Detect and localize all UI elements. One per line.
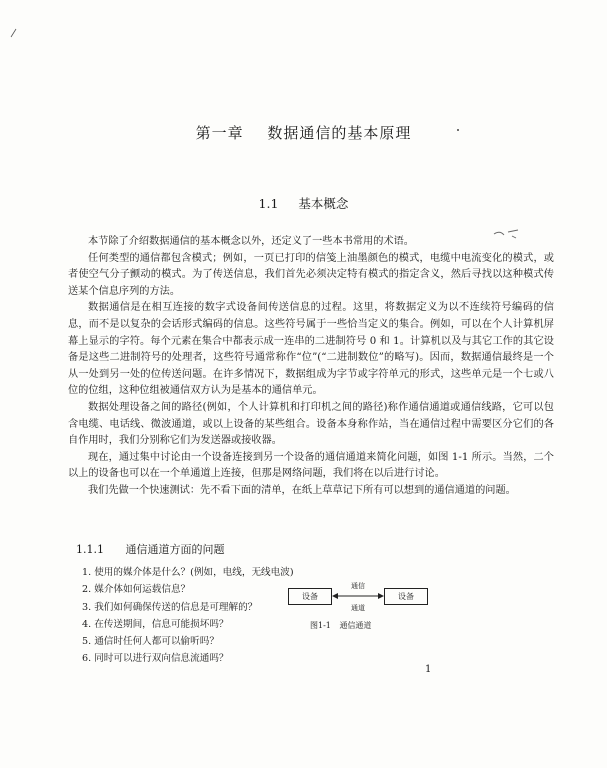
list-item: 1. 使用的媒介体是什么？(例如，电线，无线电波) xyxy=(82,567,294,578)
list-item: 4. 在传送期间，信息可能损坏吗？ xyxy=(82,618,229,630)
chapter-number: 第一章 xyxy=(195,124,244,142)
paragraph: 任何类型的通信都包含模式；例如，一页已打印的信笺上油墨颜色的模式，电缆中电流变化的模式，或者使空气分子颤动的模式。为了传送信息，我们首先必须决定特有模式的指定含义，然后寻找以这种模式传送某个信息序列的方法。 xyxy=(68,252,554,297)
figure-caption-text: 通信通道 xyxy=(339,621,372,630)
list-item: 2. 媒介体如何运载信息？ xyxy=(82,584,191,596)
device-box-left: 设备 xyxy=(288,588,332,605)
section-title xyxy=(0,194,607,212)
subsection-title-text: 通信通道方面的问题 xyxy=(125,543,225,556)
device-box-right: 设备 xyxy=(384,588,428,605)
paragraph: 现在，通过集中讨论由一个设备连接到另一个设备的通信通道来简化问题，如图 1-1 所示。当然，二个以上的设备也可以在一个单通道上连接，但那是网络问题，我们将在以后进行讨论。 xyxy=(68,451,554,480)
double-arrow-icon xyxy=(332,592,384,600)
list-item: 5. 通信时任何人都可以偷听吗？ xyxy=(82,636,219,648)
figure-caption-number: 图1-1 xyxy=(310,621,331,630)
paragraph: 数据处理设备之间的路径(例如，个人计算机和打印机之间的路径)称作通信通道或通信线路，它可以包含电缆、电话线、微波通道，或以上设备的某些组合。设备本身称作站，当在通信过程中需要区分它们的各自作用时，我们分别称它们为发送器或接收器。 xyxy=(68,401,554,447)
figure-1-1 xyxy=(288,578,438,638)
section-title-text: 基本概念 xyxy=(298,196,349,211)
subsection-title xyxy=(76,541,225,557)
paragraph: 数据通信是在相互连接的数字式设备间传送信息的过程。这里，将数据定义为以不连续符号编码的信息，而不是以复杂的会话形式编码的信息。这些符号属于一些恰当定义的集合。例如，可以在个人计算机屏幕上显示的字符。每个元素在集合中都表示成一连串的二进制符号 0 和 1。计算机以及与其它工作的其它设备是这些二进制符号的处理者，这些符号通常称作“位”(“二进制数位”的略写)。因而，数据通信最终是一个从一处到另一处的位传送问题。在许多情况下，数据组成为字节或字符单元的形式，这些单元是一个七或八位的位组，这种位组被通信双方认为是基本的通信单元。 xyxy=(68,302,554,397)
paragraph: 本节除了介绍数据通信的基本概念以外，还定义了一些本书常用的术语。 xyxy=(88,236,414,247)
channel-label-bottom: 通道 xyxy=(351,604,365,612)
list-item: 3. 我们如何确保传送的信息是可理解的？ xyxy=(82,601,258,613)
figure-caption xyxy=(310,620,371,631)
scan-mark-top-left xyxy=(10,28,18,38)
chapter-title-text: 数据通信的基本原理 xyxy=(267,124,412,142)
subsection-number: 1.1.1 xyxy=(76,543,104,556)
channel-label-top: 通信 xyxy=(351,582,365,590)
chapter-title xyxy=(0,122,607,143)
question-list xyxy=(82,564,294,668)
list-item: 6. 同时可以进行双向信息流通吗？ xyxy=(82,653,229,665)
body-text xyxy=(68,234,554,500)
page-number: 1 xyxy=(425,664,432,675)
section-number: 1.1 xyxy=(258,196,279,211)
paragraph: 我们先做一个快速测试：先不看下面的清单，在纸上草草记下所有可以想到的通信通道的问题。 xyxy=(88,484,516,496)
